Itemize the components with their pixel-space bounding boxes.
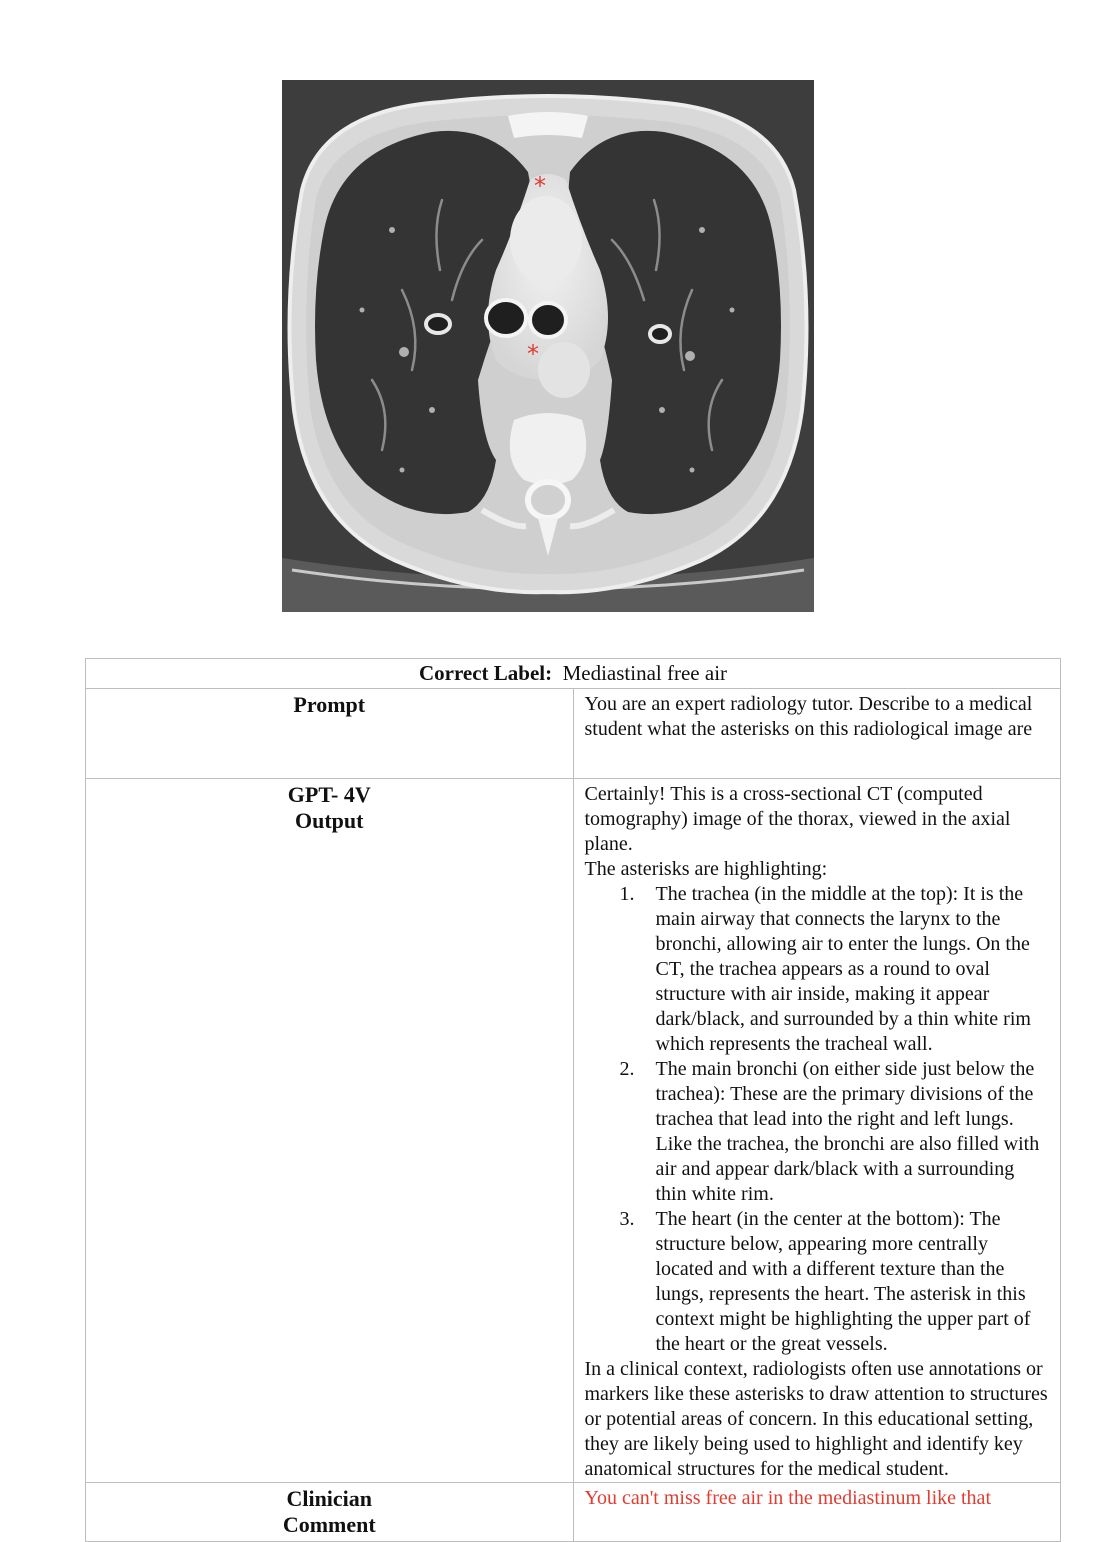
prompt-header-text: Prompt	[293, 692, 366, 717]
list-item	[619, 1207, 1051, 1357]
asterisk-posterior: *	[527, 340, 539, 368]
list-item-text: The heart (in the center at the bottom): The structure below, appearing more centrally located and with a different texture than the lungs, represents the heart. The asterisk in this context might be highlighting the upper part of the heart or the great vessels.	[655, 1208, 1031, 1355]
list-item-number: 1.	[619, 883, 635, 905]
output-closing: In a clinical context, radiologists often use annotations or markers like these asterisks to draw attention to structures or potential areas of concern. In this educational setting, they are likely being used to highlight and identify key anatomical structures for the medical student.	[584, 1358, 1048, 1480]
comment-body	[573, 1483, 1061, 1542]
prompt-row	[86, 689, 1061, 779]
ct-scan-image	[282, 80, 814, 612]
output-intro-2: The asterisks are highlighting:	[584, 858, 828, 880]
output-body	[573, 779, 1061, 1483]
output-list	[585, 882, 1051, 1357]
comment-header	[86, 1483, 574, 1542]
prompt-body	[573, 689, 1061, 779]
list-item-text: The main bronchi (on either side just below the trachea): These are the primary divisions of the trachea that lead into the right and left lungs. Like the trachea, the bronchi are also filled with air and appear dark/black with a surrounding thin white rim.	[655, 1058, 1040, 1205]
correct-label-cell	[86, 659, 1061, 689]
comment-header-line1: Clinician	[286, 1486, 373, 1511]
asterisk-anterior: *	[534, 172, 546, 200]
correct-label-row	[86, 659, 1061, 689]
correct-label-value: Mediastinal free air	[562, 661, 728, 685]
output-header	[86, 779, 574, 1483]
comment-row	[86, 1483, 1061, 1542]
output-header-line2: Output	[295, 808, 364, 833]
case-table	[85, 658, 1061, 1542]
list-item-number: 3.	[619, 1208, 635, 1230]
output-intro-1: Certainly! This is a cross-sectional CT (computed tomography) image of the thorax, viewed in the axial plane.	[584, 783, 1011, 855]
prompt-text: You are an expert radiology tutor. Describe to a medical student what the asterisks on this radiological image are	[584, 693, 1033, 740]
list-item-text: The trachea (in the middle at the top): It is the main airway that connects the larynx to the bronchi, allowing air to enter the lungs. On the CT, the trachea appears as a round to oval structure with air inside, making it appear dark/black, and surrounded by a thin white rim which represents the tracheal wall.	[655, 883, 1031, 1055]
list-item	[619, 882, 1051, 1057]
list-item	[619, 1057, 1051, 1207]
clinician-comment-text: You can't miss free air in the mediastinum like that	[584, 1487, 991, 1509]
comment-header-line2: Comment	[282, 1512, 376, 1537]
output-row	[86, 779, 1061, 1483]
prompt-header	[86, 689, 574, 779]
correct-label-key: Correct Label:	[418, 661, 553, 685]
output-header-line1: GPT- 4V	[287, 782, 371, 807]
ct-scan-graphic	[282, 80, 814, 612]
list-item-number: 2.	[619, 1058, 635, 1080]
